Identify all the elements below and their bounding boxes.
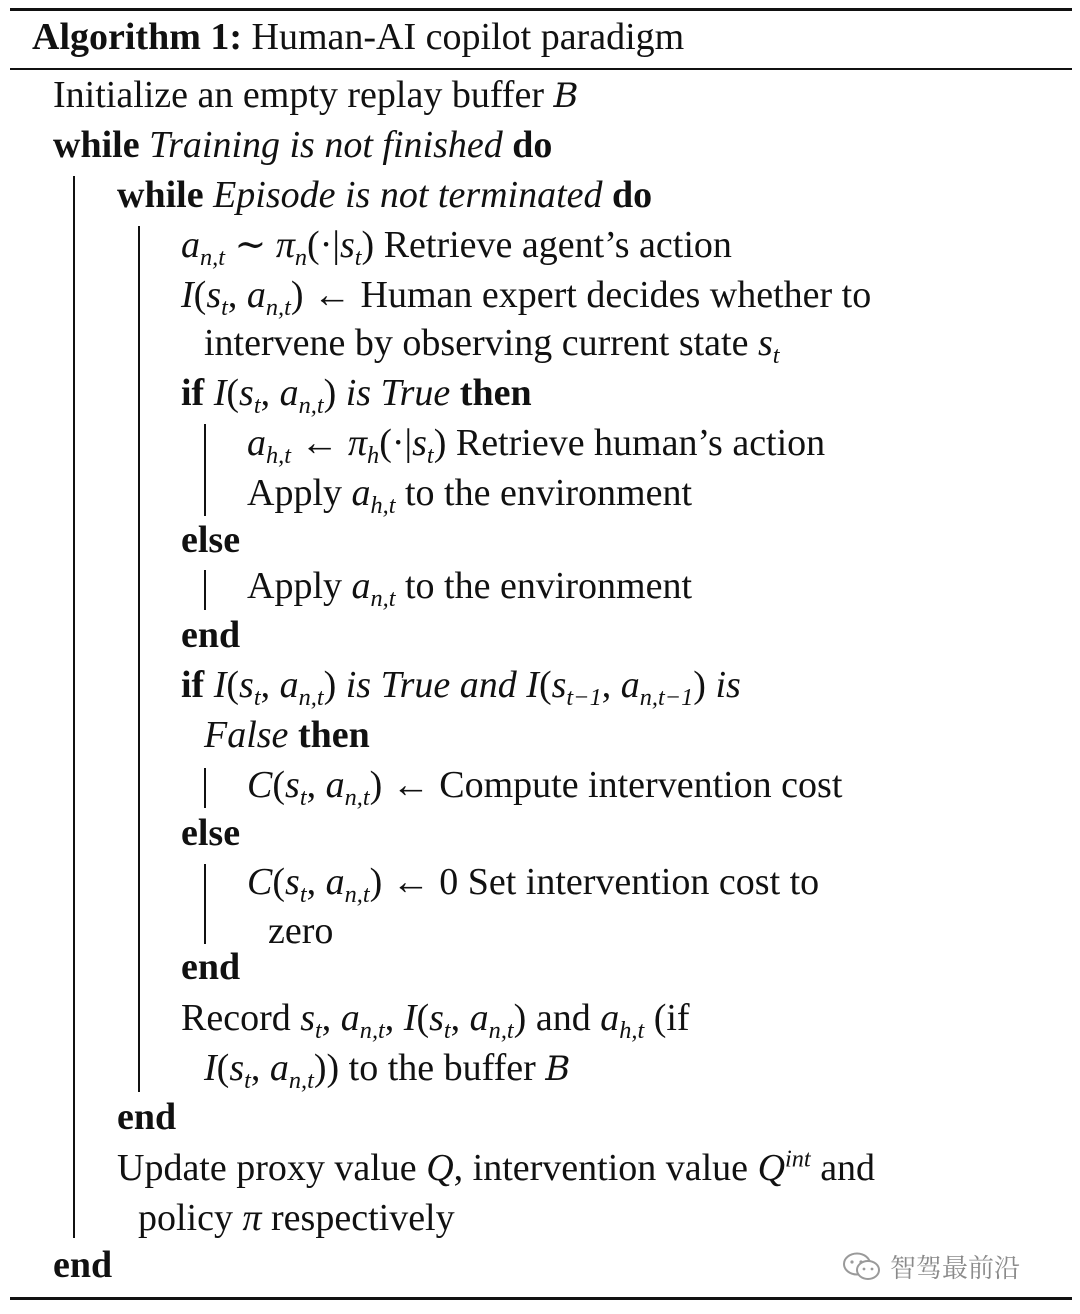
line-if-onset: if $I(s_t$, $a_{n,t}$) is True and $I(s_{t-1}$, $a_{n,t-1}$) is [181,664,741,711]
line-while-episode: while Episode is not terminated do [117,174,653,216]
line-end-4: end [53,1244,113,1286]
line-apply-agent: Apply $a_{n,t}$ to the environment [247,565,693,612]
line-intervention-decision: $I(s_t$, $a_{n,t}$) ← Human expert decides whether to [181,274,872,321]
line-apply-human: Apply $a_{h,t}$ to the environment [247,472,693,519]
else-2-bar [204,864,206,944]
line-initialize: Initialize an empty replay buffer B [53,74,579,116]
else-1-bar [204,570,206,610]
watermark [842,1248,1020,1285]
watermark-text: 智驾最前沿 [890,1254,1021,1284]
header-rule [10,68,1072,70]
line-intervention-decision-cont: intervene by observing current state $s_t$ [204,322,780,369]
line-else-2: else [181,812,241,854]
line-update: Update proxy value Q, intervention value $Q^{int}$ and [117,1145,876,1189]
line-end-3: end [117,1096,177,1138]
line-end-2: end [181,946,241,988]
line-zero-cost: $C(s_t$, $a_{n,t}$) ← 0 Set intervention cost to [247,861,820,908]
if-onset-bar [204,768,206,808]
line-end-1: end [181,614,241,656]
line-update-cont: policy π respectively [138,1197,455,1239]
line-else-1: else [181,519,241,561]
line-agent-action: $a_{n,t}$ ∼ $\pi_n(\cdot|s_t)$ Retrieve agent’s action [181,224,732,271]
algorithm-header [32,14,684,60]
line-compute-cost: $C(s_t$, $a_{n,t}$) ← Compute intervention cost [247,764,843,811]
line-record: Record $s_t$, $a_{n,t}$, $I(s_t$, $a_{n,t}$) and $a_{h,t}$ (if [181,997,690,1044]
line-if-onset-cont: False then [204,714,370,756]
while-episode-bar [138,226,140,1092]
algorithm-title: Human-AI copilot paradigm [251,16,685,58]
line-zero-cost-cont: zero [268,910,334,952]
bottom-rule [10,1297,1072,1300]
if-true-bar [204,424,206,516]
wechat-icon [842,1251,882,1283]
while-training-bar [73,176,75,1238]
line-if-intervene: if $I(s_t$, $a_{n,t}$) is True then [181,372,532,419]
algorithm-label: Algorithm 1: [32,16,243,58]
line-while-training: while Training is not finished do [53,124,553,166]
line-human-action: $a_{h,t}$ ← $\pi_h(\cdot|s_t)$ Retrieve human’s action [247,422,826,469]
top-rule [10,8,1072,11]
line-record-cont: $I(s_t$, $a_{n,t}$)) to the buffer B [204,1047,571,1094]
